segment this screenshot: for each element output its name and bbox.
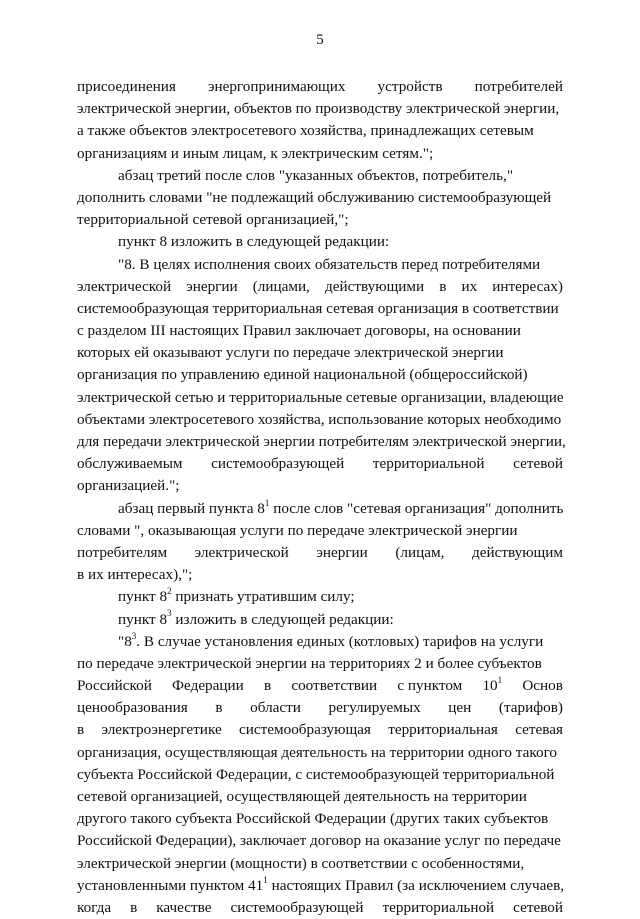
line-text: по передаче электрической энергии на территориях 2 и более субъектов — [77, 654, 542, 672]
text-line — [77, 564, 563, 586]
line-word: их — [461, 277, 478, 295]
text-line — [77, 609, 563, 631]
line-word: цен — [448, 699, 472, 717]
line-text: дополнить словами "не подлежащий обслуживанию системообразующей — [77, 188, 552, 206]
line-word: с пунктом — [397, 677, 463, 695]
text-line — [77, 76, 563, 98]
line-word: электрической — [194, 543, 289, 561]
text-line — [77, 209, 563, 231]
line-text: электрической энергии (мощности) в соответствии с особенностями, — [77, 854, 525, 872]
line-text: установленными пунктом $41^1$ настоящих Правил (за исключением случаев, — [77, 874, 565, 894]
line-word: (лицами, — [252, 277, 310, 295]
text-line — [77, 165, 563, 187]
line-text: пункт $8^3$ изложить в следующей редакции: — [118, 608, 394, 628]
line-text: организация по управлению единой национальной (общероссийской) — [77, 366, 528, 384]
line-word: соответствии — [291, 677, 378, 695]
line-word: территориальной — [382, 898, 495, 916]
page-number: 5 — [316, 32, 324, 48]
text-line — [77, 364, 563, 386]
line-word: электроэнергетике — [101, 721, 222, 739]
text-line — [77, 542, 563, 564]
line-word: потребителям — [77, 543, 168, 561]
line-word: сетевая — [515, 721, 563, 739]
line-word: энергии — [186, 277, 238, 295]
text-line — [77, 586, 563, 608]
line-word: в — [77, 721, 85, 739]
line-text: организацией."; — [77, 477, 180, 495]
text-line — [77, 520, 563, 542]
line-word: энергии — [316, 543, 368, 561]
line-text: "$8^3$. В случае установления единых (котловых) тарифов на услуги — [118, 630, 544, 650]
text-line — [77, 143, 563, 165]
line-text: электрической сетью и территориальные сетевые организации, владеющие — [77, 388, 564, 406]
line-text: абзац третий после слов "указанных объектов, потребитель," — [118, 166, 514, 184]
line-word: Российской — [77, 677, 152, 695]
line-text: а также объектов электросетевого хозяйства, принадлежащих сетевым — [77, 122, 534, 140]
text-line — [77, 631, 563, 653]
text-line — [77, 187, 563, 209]
line-word: в — [130, 898, 138, 916]
text-line — [77, 808, 563, 830]
line-word: присоединения — [77, 78, 176, 95]
line-word: потребителей — [474, 78, 563, 95]
line-text: в их интересах),"; — [77, 566, 193, 584]
line-word: системообразующей — [211, 455, 345, 473]
line-word: электрической — [77, 277, 172, 295]
text-line — [77, 719, 563, 741]
line-word: $10^1$ — [482, 675, 503, 695]
text-line — [77, 120, 563, 142]
line-word: системообразующая — [239, 721, 371, 739]
line-word: качестве — [156, 898, 212, 916]
text-line — [77, 675, 563, 697]
line-word: в — [263, 677, 272, 695]
line-word: сетевой — [513, 898, 563, 916]
line-text: организациям и иным лицам, к электрическим сетям."; — [77, 144, 434, 162]
line-word: (тарифов) — [498, 699, 563, 717]
line-word: энергопринимающих — [207, 78, 346, 95]
line-text: пункт $8^2$ признать утратившим силу; — [118, 586, 355, 606]
text-line — [77, 320, 563, 342]
line-word: территориальная — [388, 721, 498, 739]
line-text: которых ей оказывают услуги по передаче электрической энергии — [77, 344, 504, 362]
line-word: регулируемых — [328, 699, 421, 717]
text-line — [77, 897, 563, 919]
line-text: электрической энергии, объектов по производству электрической энергии, — [77, 100, 560, 118]
line-text: территориальной сетевой организацией,"; — [77, 211, 349, 229]
line-text: сетевой организацией, осуществляющей деятельность на территории — [77, 788, 527, 805]
line-text: организация, осуществляющая деятельность на территории одного такого — [77, 743, 558, 761]
line-text: Российской Федерации), заключает договор на оказание услуг по передаче — [77, 832, 561, 850]
text-line — [77, 298, 563, 320]
line-text: субъекта Российской Федерации, с системообразующей территориальной — [77, 765, 555, 783]
line-text: абзац первый пункта $8^1$ после слов "сетевая организация" дополнить — [118, 497, 564, 517]
line-text: "8. В целях исполнения своих обязательств перед потребителями — [118, 255, 541, 273]
line-word: в — [439, 277, 447, 295]
text-line — [77, 453, 563, 475]
line-word: (лицам, — [395, 543, 445, 561]
text-line — [77, 764, 563, 786]
line-word: области — [250, 699, 301, 717]
text-line — [77, 853, 563, 875]
text-line — [77, 276, 563, 298]
text-line — [77, 786, 563, 808]
line-word: в — [215, 699, 223, 717]
text-line — [77, 98, 563, 120]
line-word: сетевой — [513, 455, 563, 473]
document-body — [77, 76, 566, 919]
text-line — [77, 653, 563, 675]
text-line — [77, 742, 563, 764]
line-text: словами ", оказывающая услуги по передаче электрической энергии — [77, 521, 518, 539]
line-word: Основ — [522, 677, 563, 695]
text-line — [77, 431, 566, 453]
text-line — [77, 875, 563, 897]
text-line — [77, 498, 563, 520]
line-word: территориальной — [372, 455, 485, 473]
line-word: действующим — [471, 543, 563, 561]
line-text: объектами электросетевого хозяйства, использование которых необходимо — [77, 410, 562, 428]
line-text: системообразующая территориальная сетевая организация в соответствии — [77, 299, 559, 317]
line-word: ценообразования — [77, 699, 188, 717]
line-word: обслуживаемым — [77, 455, 183, 473]
line-word: действующими — [325, 277, 425, 295]
line-word: интересах) — [492, 277, 563, 295]
text-line — [77, 342, 563, 364]
line-word: когда — [77, 898, 112, 916]
line-word: Федерации — [172, 677, 244, 695]
line-text: для передачи электрической энергии потребителям электрической энергии, — [77, 433, 566, 450]
text-line — [77, 697, 563, 719]
line-text: с разделом III настоящих Правил заключает договоры, на основании — [77, 322, 521, 340]
line-text: пункт 8 изложить в следующей редакции: — [118, 233, 390, 251]
line-text: другого такого субъекта Российской Федерации (других таких субъектов — [77, 810, 549, 828]
line-word: системообразующей — [230, 898, 364, 916]
line-word: устройств — [377, 78, 443, 95]
text-line — [77, 830, 563, 852]
text-line — [77, 231, 563, 253]
text-line — [77, 387, 563, 409]
text-line — [77, 475, 563, 497]
text-line — [77, 254, 563, 276]
text-line — [77, 409, 563, 431]
